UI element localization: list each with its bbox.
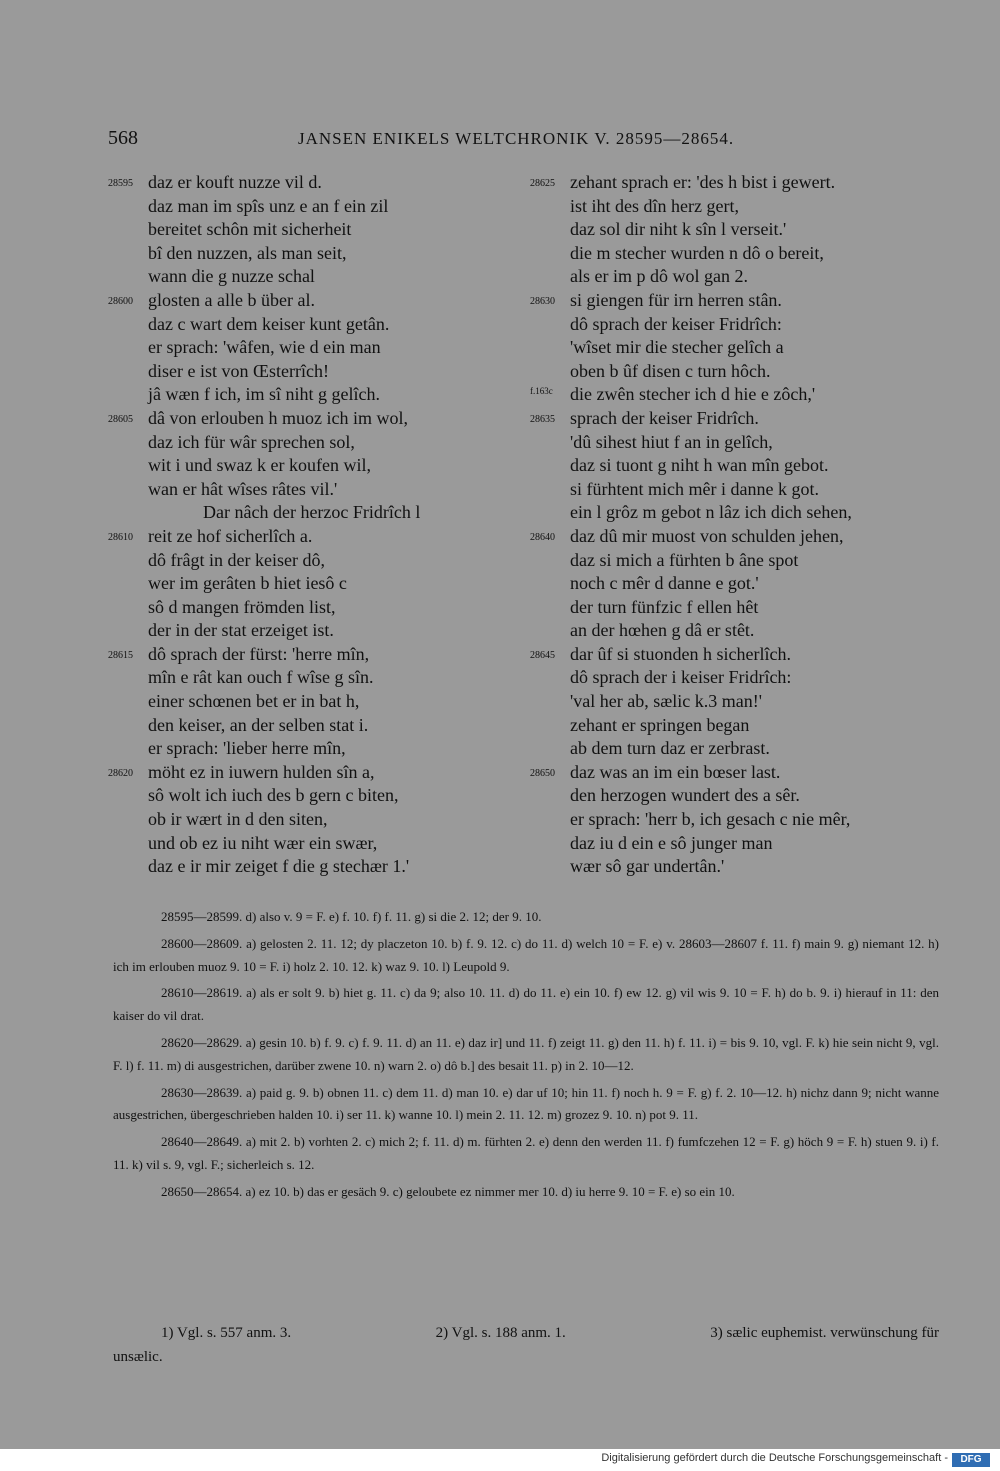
verse-text: Dar nâch der herzoc Fridrîch l: [203, 502, 421, 523]
critical-apparatus: [113, 906, 939, 1208]
verse-text: reit ze hof sicherlîch a.: [148, 525, 313, 546]
verse-text: glosten a alle b über al.: [148, 289, 315, 310]
verse-text: zehant sprach er: 'des h bist i gewert.: [570, 172, 836, 192]
verse-text: daz ich für wâr sprechen sol,: [148, 431, 355, 452]
line-number: 28650: [530, 767, 555, 779]
verse-text: bereitet schôn mit sicherheit: [148, 219, 352, 240]
verse-text: ist iht des dîn herz gert,: [570, 195, 739, 216]
verse-line: [108, 572, 528, 596]
verse-text: 'dû sihest hiut f an in gelîch,: [570, 431, 773, 452]
verse-line: [108, 383, 528, 407]
apparatus-entry: 28610—28619. a) als er solt 9. b) hiet g. 11. c) da 9; also 10. 11. d) do 11. e) ein 10. f) ew 12. g) vil wis 9. 10 = F. h) do b. 9. i) hierauf in 11: den kaiser do vil drat.: [113, 985, 939, 1024]
verse-line: [108, 289, 528, 313]
line-number: 28610: [108, 531, 133, 543]
dfg-logo: DFG: [952, 1453, 990, 1467]
verse-text: wit i und swaz k er koufen wil,: [148, 455, 371, 476]
verse-text: dô sprach der i keiser Fridrîch:: [570, 667, 792, 688]
verse-line: [530, 195, 950, 219]
verse-text: dô sprach der fürst: 'herre mîn,: [148, 643, 370, 664]
apparatus-entry: 28600—28609. a) gelosten 2. 11. 12; dy placzeton 10. b) f. 9. 12. c) do 11. d) welch 10 = F. e) v. 28603—28607 f. 11. f) main 9. g) niemant 12. h) ich im erlouben muoz 9. 10 = F. i) holz 2. 10. 12. k) waz 9. 10. l) Leupold 9.: [113, 935, 939, 974]
verse-line: [108, 478, 528, 502]
verse-text: daz er kouft nuzze vil d.: [148, 172, 322, 192]
verse-text: daz sol dir niht k sîn l verseit.': [570, 219, 787, 240]
verse-line: [530, 643, 950, 667]
verse-text: wann die g nuzze schal: [148, 266, 315, 287]
verse-text: als er im p dô wol gan 2.: [570, 266, 748, 287]
verse-line: [530, 289, 950, 313]
verse-line: [108, 666, 528, 690]
verse-text: daz si mich a fürhten b âne spot: [570, 549, 799, 570]
digitization-footer: [0, 1449, 1000, 1471]
verse-text: den keiser, an der selben stat i.: [148, 714, 369, 735]
apparatus-entry: 28650—28654. a) ez 10. b) das er gesäch 9. c) geloubete ez nimmer mer 10. d) iu herre 9. 10 = F. e) so ein 10.: [161, 1183, 735, 1199]
verse-text: ab dem turn daz er zerbrast.: [570, 738, 770, 759]
verse-line: [530, 832, 950, 856]
verse-text: daz dû mir muost von schulden jehen,: [570, 525, 844, 546]
line-number: 28640: [530, 531, 555, 543]
funding-credit: Digitalisierung gefördert durch die Deutsche Forschungsgemeinschaft -: [601, 1452, 948, 1464]
verse-line: [108, 336, 528, 360]
line-number: 28630: [530, 295, 555, 307]
verse-line: [530, 784, 950, 808]
verse-line: [530, 549, 950, 573]
verse-text: er sprach: 'herr b, ich gesach c nie mêr,: [570, 809, 851, 830]
verse-text: oben b ûf disen c turn hôch.: [570, 360, 771, 381]
folio-marker: f.163c: [530, 386, 553, 397]
verse-line: [530, 454, 950, 478]
verse-text: der turn fünfzic f ellen hêt: [570, 596, 759, 617]
verse-text: den herzogen wundert des a sêr.: [570, 785, 800, 806]
verse-text: daz e ir mir zeiget f die g stechær 1.': [148, 856, 410, 877]
verse-text: daz man im spîs unz e an f ein zil: [148, 195, 389, 216]
verse-line: [108, 525, 528, 549]
line-number: 28615: [108, 649, 133, 661]
verse-line: [108, 643, 528, 667]
verse-text: daz was an im ein bœser last.: [570, 761, 781, 782]
running-title: JANSEN ENIKELS WELTCHRONIK V. 28595—28654.: [298, 129, 735, 148]
verse-line: [530, 171, 950, 195]
verse-line: [530, 714, 950, 738]
footnote-2: 2) Vgl. s. 188 anm. 1.: [435, 1325, 566, 1341]
verse-line: [108, 501, 528, 525]
verse-line: [108, 195, 528, 219]
verse-text: jâ wæn f ich, im sî niht g gelîch.: [148, 384, 380, 405]
verse-line: [530, 525, 950, 549]
footnotes: [113, 1321, 939, 1369]
verse-text: 'wîset mir die stecher gelîch a: [570, 337, 784, 358]
verse-text: wan er hât wîses râtes vil.': [148, 478, 338, 499]
verse-line: [108, 737, 528, 761]
verse-line: [530, 383, 950, 407]
verse-text: die zwên stecher ich d hie e zôch,': [570, 384, 816, 405]
verse-text: er sprach: 'lieber herre mîn,: [148, 738, 346, 759]
verse-text: ob ir wært in d den siten,: [148, 809, 328, 830]
verse-line: [108, 242, 528, 266]
verse-text: einer schœnen bet er in bat h,: [148, 691, 360, 712]
verse-text: ein l grôz m gebot n lâz ich dich sehen,: [570, 502, 852, 523]
verse-text: er sprach: 'wâfen, wie d ein man: [148, 337, 381, 358]
verse-line: [108, 360, 528, 384]
verse-line: [108, 714, 528, 738]
left-verse-column: [108, 171, 528, 879]
page-number: 568: [108, 127, 138, 149]
verse-text: bî den nuzzen, als man seit,: [148, 242, 347, 263]
verse-text: si giengen für irn herren stân.: [570, 289, 782, 310]
apparatus-entry: 28630—28639. a) paid g. 9. b) obnen 11. c) dem 11. d) man 10. e) dar uf 10; hin 11. f) noch h. 9 = F. g) f. 2. 10—12. h) nichz dann 9; nicht wanne ausgestrichen, übergeschrieben halden 10. i) ser 11. k) wanne 10. l) mein 2. 11. 12. m) grozez 9. 10. n) pot 9. 11.: [113, 1084, 939, 1123]
line-number: 28600: [108, 295, 133, 307]
verse-text: möht ez in iuwern hulden sîn a,: [148, 761, 375, 782]
verse-text: die m stecher wurden n dô o bereit,: [570, 242, 824, 263]
apparatus-entry: 28640—28649. a) mit 2. b) vorhten 2. c) mich 2; f. 11. d) m. fürhten 2. e) denn den werden 11. f) fumfczehen 12 = F. g) höch 9 = F. h) stuen 9. i) f. 11. k) vil s. 9, vgl. F.; sicherleich s. 12.: [113, 1134, 939, 1172]
verse-text: daz c wart dem keiser kunt getân.: [148, 313, 390, 334]
apparatus-entry: 28620—28629. a) gesin 10. b) f. 9. c) f. 9. 11. d) an 11. e) daz ir] und 11. f) zeigt 11. g) den 11. h) f. 11. i) = bis 9. 10, vgl. F. k) hie sein nicht 9, vgl. F. l) f. 11. m) di ausgestrichen, darüber zwene 10. n) warn 2. o) dô b.] des besait 11. p) in 2. 10—12.: [113, 1034, 939, 1073]
verse-line: [530, 501, 950, 525]
verse-text: dâ von erlouben h muoz ich im wol,: [148, 407, 408, 428]
footnote-3: 3) sælic euphemist. verwünschung für: [710, 1325, 939, 1341]
verse-text: daz iu d ein e sô junger man: [570, 832, 773, 853]
verse-line: [530, 478, 950, 502]
verse-line: [530, 666, 950, 690]
verse-text: sô d mangen frömden list,: [148, 596, 336, 617]
verse-line: [530, 572, 950, 596]
right-verse-column: [530, 171, 950, 879]
verse-text: 'val her ab, sælic k.3 man!': [570, 691, 762, 712]
verse-line: [530, 407, 950, 431]
footnote-3-continuation: unsælic.: [113, 1349, 163, 1365]
verse-line: [530, 761, 950, 785]
footnote-1: 1) Vgl. s. 557 anm. 3.: [161, 1325, 292, 1341]
line-number: 28635: [530, 413, 555, 425]
verse-line: [530, 360, 950, 384]
verse-text: daz si tuont g niht h wan mîn gebot.: [570, 455, 829, 476]
verse-line: [108, 832, 528, 856]
verse-text: der in der stat erzeiget ist.: [148, 620, 334, 641]
verse-line: [530, 690, 950, 714]
verse-text: dô frâgt in der keiser dô,: [148, 549, 325, 570]
verse-line: [530, 737, 950, 761]
verse-line: [108, 808, 528, 832]
apparatus-entry: 28595—28599. d) also v. 9 = F. e) f. 10. f) f. 11. g) si die 2. 12; der 9. 10.: [161, 909, 542, 924]
verse-text: dar ûf si stuonden h sicherlîch.: [570, 643, 791, 664]
verse-line: [530, 808, 950, 832]
verse-line: [530, 313, 950, 337]
verse-line: [108, 549, 528, 573]
verse-line: [530, 265, 950, 289]
verse-line: [108, 218, 528, 242]
verse-line: [530, 855, 950, 879]
verse-line: [108, 407, 528, 431]
verse-text: wær sô gar undertân.': [570, 856, 725, 877]
verse-text: dô sprach der keiser Fridrîch:: [570, 313, 782, 334]
line-number: 28625: [530, 178, 555, 189]
verse-text: zehant er springen began: [570, 714, 750, 735]
verse-line: [108, 431, 528, 455]
verse-line: [108, 690, 528, 714]
verse-text: mîn e rât kan ouch f wîse g sîn.: [148, 667, 374, 688]
verse-line: [530, 619, 950, 643]
verse-line: [108, 855, 528, 879]
verse-text: diser e ist von Œsterrîch!: [148, 360, 329, 381]
verse-text: si fürhtent mich mêr i danne k got.: [570, 478, 819, 499]
verse-line: [108, 454, 528, 478]
verse-text: sô wolt ich iuch des b gern c biten,: [148, 785, 399, 806]
verse-line: [108, 596, 528, 620]
verse-text: wer im gerâten b hiet iesô c: [148, 573, 347, 594]
verse-line: [108, 784, 528, 808]
verse-line: [530, 218, 950, 242]
verse-line: [530, 242, 950, 266]
verse-line: [108, 313, 528, 337]
verse-line: [530, 336, 950, 360]
verse-line: [530, 431, 950, 455]
verse-line: [530, 596, 950, 620]
verse-text: sprach der keiser Fridrîch.: [570, 407, 759, 428]
verse-text: und ob ez iu niht wær ein swær,: [148, 832, 378, 853]
verse-line: [108, 761, 528, 785]
verse-line: [108, 265, 528, 289]
verse-line: [108, 171, 528, 195]
line-number: 28645: [530, 649, 555, 661]
verse-text: noch c mêr d danne e got.': [570, 573, 759, 594]
line-number: 28605: [108, 413, 133, 425]
verse-text: an der hœhen g dâ er stêt.: [570, 620, 755, 641]
line-number: 28620: [108, 767, 133, 779]
page-header: [0, 127, 1000, 155]
verse-line: [108, 619, 528, 643]
line-number: 28595: [108, 178, 133, 189]
